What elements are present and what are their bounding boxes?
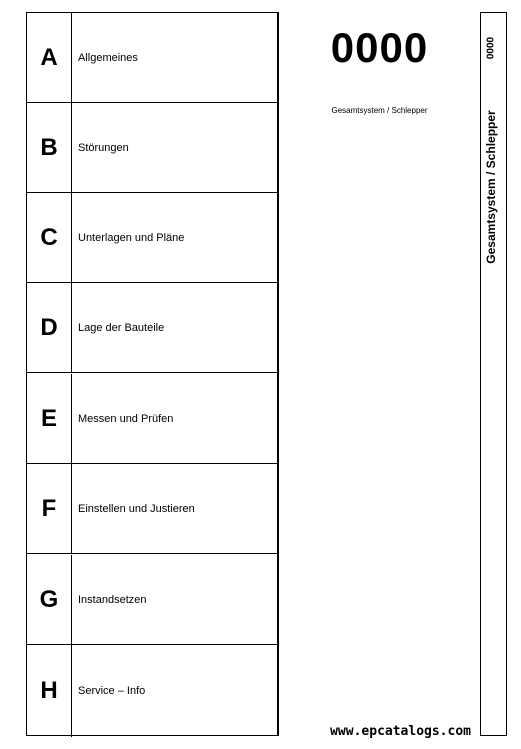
section-label: Lage der Bauteile [78, 321, 165, 334]
section-row-h [27, 645, 277, 737]
section-letter: D [27, 283, 72, 372]
section-label: Unterlagen und Pläne [78, 231, 185, 244]
spine-number-text: 0000 [485, 36, 497, 60]
section-label: Einstellen und Justieren [78, 502, 195, 515]
watermark-text: www.epcatalogs.com [330, 724, 471, 739]
spine-title-text: Gesamtsystem / Schlepper [484, 110, 498, 264]
section-row-e [27, 374, 277, 464]
section-label: Allgemeines [78, 51, 138, 64]
section-letter: B [27, 103, 72, 192]
document-number: 0000 [330, 24, 429, 71]
section-row-d [27, 283, 277, 373]
section-letter: H [27, 645, 72, 737]
section-letter: E [27, 374, 72, 463]
section-row-f [27, 464, 277, 554]
section-letter: F [27, 464, 72, 553]
section-letter: C [27, 193, 72, 282]
section-label: Instandsetzen [78, 593, 147, 606]
section-tabs [26, 12, 278, 736]
section-row-c [27, 193, 277, 283]
center-divider [278, 12, 279, 736]
section-letter: A [27, 13, 72, 102]
section-label: Störungen [78, 141, 129, 154]
section-row-a [27, 13, 277, 103]
section-row-g [27, 555, 277, 645]
section-row-b [27, 103, 277, 193]
section-letter: G [27, 555, 72, 644]
section-label: Service – Info [78, 685, 146, 697]
section-label: Messen und Prüfen [78, 412, 174, 425]
system-caption: Gesamtsystem / Schlepper [331, 106, 428, 115]
